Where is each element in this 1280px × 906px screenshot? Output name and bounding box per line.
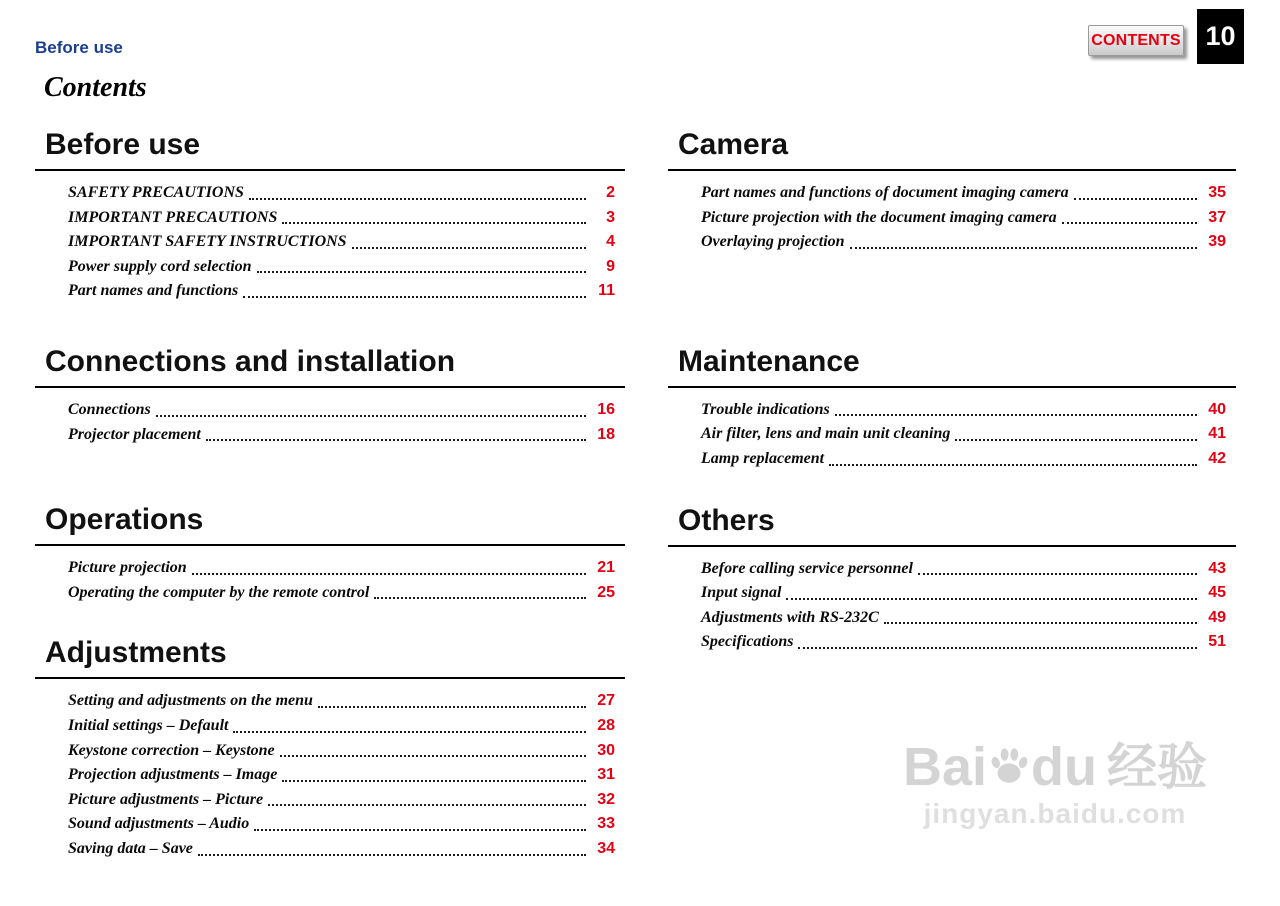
toc-entry[interactable]	[68, 714, 615, 739]
toc-entry-page: 51	[1208, 633, 1226, 651]
toc-entry[interactable]	[701, 630, 1226, 655]
toc-entry[interactable]	[68, 739, 615, 764]
toc-entry-list	[35, 556, 625, 605]
dot-leader	[249, 198, 586, 200]
toc-entry-label: Connections	[68, 400, 151, 418]
page-number: 10	[1205, 21, 1236, 51]
toc-entry[interactable]	[68, 423, 615, 448]
toc-entry[interactable]	[701, 181, 1226, 206]
dot-leader	[198, 854, 586, 856]
toc-entry[interactable]	[68, 206, 615, 231]
dot-leader	[282, 222, 586, 224]
toc-entry[interactable]	[701, 206, 1226, 231]
toc-entry-page: 27	[597, 692, 615, 710]
toc-section	[35, 345, 625, 447]
toc-entry[interactable]	[68, 788, 615, 813]
toc-entry-page: 25	[597, 583, 615, 601]
toc-entry-page: 35	[1208, 184, 1226, 201]
toc-entry-list	[668, 557, 1236, 655]
toc-entry[interactable]	[701, 398, 1226, 423]
toc-entry[interactable]	[68, 689, 615, 714]
toc-entry-page: 37	[1208, 208, 1226, 226]
toc-entry-page: 41	[1208, 425, 1226, 443]
toc-entry-label: IMPORTANT SAFETY INSTRUCTIONS	[68, 233, 347, 251]
toc-entry-page: 49	[1208, 608, 1226, 626]
toc-entry-list	[668, 398, 1236, 472]
toc-entry-label: Part names and functions	[68, 282, 239, 300]
toc-entry-label: Specifications	[701, 633, 794, 651]
dot-leader	[918, 573, 1197, 575]
toc-section	[668, 345, 1236, 472]
section-heading: Others	[668, 504, 1236, 547]
baidu-paw-icon	[987, 744, 1031, 788]
toc-entry[interactable]	[68, 556, 615, 581]
toc-entry[interactable]	[68, 230, 615, 255]
dot-leader	[884, 622, 1197, 624]
toc-entry-page: 9	[606, 257, 615, 275]
toc-entry[interactable]	[701, 557, 1226, 582]
toc-entry[interactable]	[68, 837, 615, 862]
page-number-box	[1197, 9, 1244, 64]
dot-leader	[318, 706, 586, 708]
dot-leader	[268, 804, 586, 806]
toc-entry-label: Initial settings – Default	[68, 716, 229, 734]
dot-leader	[206, 439, 586, 441]
toc-entry-page: 16	[597, 400, 615, 418]
toc-entry-list	[35, 689, 625, 861]
dot-leader	[955, 439, 1197, 441]
toc-entry[interactable]	[68, 255, 615, 280]
dot-leader	[156, 415, 586, 417]
toc-entry-label: Air filter, lens and main unit cleaning	[701, 425, 951, 443]
toc-entry[interactable]	[68, 812, 615, 837]
toc-entry-label: Projection adjustments – Image	[68, 766, 278, 784]
watermark-brand-row	[895, 737, 1215, 797]
section-heading: Adjustments	[35, 636, 625, 679]
toc-entry[interactable]	[701, 230, 1226, 255]
toc-entry-page: 2	[606, 184, 615, 201]
dot-leader	[798, 647, 1197, 649]
toc-entry-page: 11	[598, 282, 615, 300]
toc-entry[interactable]	[701, 581, 1226, 606]
section-heading: Camera	[668, 128, 1236, 171]
toc-entry-label: Picture projection	[68, 559, 187, 577]
toc-entry-label: Operating the computer by the remote control	[68, 583, 370, 601]
toc-entry-label: Keystone correction – Keystone	[68, 741, 275, 759]
toc-entry-label: Adjustments with RS-232C	[701, 608, 879, 626]
toc-entry[interactable]	[68, 181, 615, 206]
toc-entry-label: Trouble indications	[701, 400, 830, 418]
toc-entry-page: 40	[1208, 400, 1226, 418]
toc-section	[35, 503, 625, 605]
toc-entry-list	[35, 181, 625, 304]
toc-column-left	[35, 128, 625, 862]
toc-entry-label: Picture adjustments – Picture	[68, 790, 264, 808]
toc-entry-label: Saving data – Save	[68, 839, 193, 857]
toc-entry[interactable]	[68, 763, 615, 788]
section-heading: Maintenance	[668, 345, 1236, 388]
toc-entry-page: 43	[1208, 559, 1226, 577]
toc-entry-page: 28	[597, 716, 615, 734]
toc-section	[35, 128, 625, 304]
contents-button[interactable]: CONTENTS	[1088, 25, 1184, 56]
toc-entry-label: Overlaying projection	[701, 233, 845, 251]
toc-entry[interactable]	[68, 581, 615, 606]
toc-entry[interactable]	[68, 279, 615, 304]
toc-entry-page: 32	[597, 790, 615, 808]
baidu-watermark	[895, 737, 1215, 830]
dot-leader	[1062, 222, 1197, 224]
toc-entry-page: 33	[597, 815, 615, 833]
dot-leader	[829, 464, 1197, 466]
section-heading: Before use	[35, 128, 625, 171]
toc-entry-page: 34	[597, 839, 615, 857]
dot-leader	[257, 271, 586, 273]
running-header: Before use	[35, 38, 123, 57]
toc-entry-list	[668, 181, 1236, 255]
toc-entry-label: Input signal	[701, 584, 782, 602]
toc-entry-page: 21	[597, 559, 615, 577]
dot-leader	[1074, 198, 1197, 200]
section-heading: Connections and installation	[35, 345, 625, 388]
page-title: Contents	[44, 72, 147, 103]
toc-entry[interactable]	[701, 447, 1226, 472]
dot-leader	[243, 296, 586, 298]
toc-entry-page: 42	[1208, 449, 1226, 467]
dot-leader	[786, 598, 1197, 600]
toc-entry-page: 18	[597, 425, 615, 443]
toc-entry-list	[35, 398, 625, 447]
toc-entry-label: SAFETY PRECAUTIONS	[68, 184, 244, 201]
toc-column-right	[668, 128, 1236, 655]
dot-leader	[233, 731, 586, 733]
toc-entry-page: 31	[597, 766, 615, 784]
dot-leader	[374, 597, 586, 599]
dot-leader	[352, 247, 586, 249]
dot-leader	[254, 829, 586, 831]
watermark-brand-left: Bai	[902, 737, 988, 797]
watermark-brand-right: du	[1031, 737, 1098, 797]
toc-section	[668, 504, 1236, 655]
dot-leader	[850, 247, 1197, 249]
toc-entry-label: Part names and functions of document imaging camera	[701, 184, 1069, 201]
dot-leader	[282, 780, 586, 782]
toc-entry-page: 45	[1208, 584, 1226, 602]
toc-section	[35, 636, 625, 861]
toc-entry[interactable]	[68, 398, 615, 423]
dot-leader	[192, 573, 586, 575]
toc-entry-page: 4	[606, 233, 615, 251]
toc-entry-page: 30	[597, 741, 615, 759]
section-heading: Operations	[35, 503, 625, 546]
toc-entry-label: Power supply cord selection	[68, 257, 252, 275]
toc-entry[interactable]	[701, 606, 1226, 631]
dot-leader	[835, 414, 1197, 416]
toc-entry-page: 39	[1208, 233, 1226, 251]
toc-entry-label: Before calling service personnel	[701, 559, 913, 577]
watermark-url: jingyan.baidu.com	[923, 798, 1187, 829]
toc-entry-page: 3	[606, 208, 615, 226]
dot-leader	[280, 755, 586, 757]
toc-entry-label: Lamp replacement	[701, 449, 825, 467]
toc-entry-label: Projector placement	[68, 425, 201, 443]
toc-section	[668, 128, 1236, 255]
watermark-brand-chinese: 经验	[1107, 739, 1208, 795]
toc-entry-label: IMPORTANT PRECAUTIONS	[68, 208, 278, 226]
toc-entry-label: Sound adjustments – Audio	[68, 815, 250, 833]
toc-entry-label: Setting and adjustments on the menu	[68, 692, 313, 710]
toc-entry[interactable]	[701, 422, 1226, 447]
toc-entry-label: Picture projection with the document imaging camera	[701, 208, 1057, 226]
